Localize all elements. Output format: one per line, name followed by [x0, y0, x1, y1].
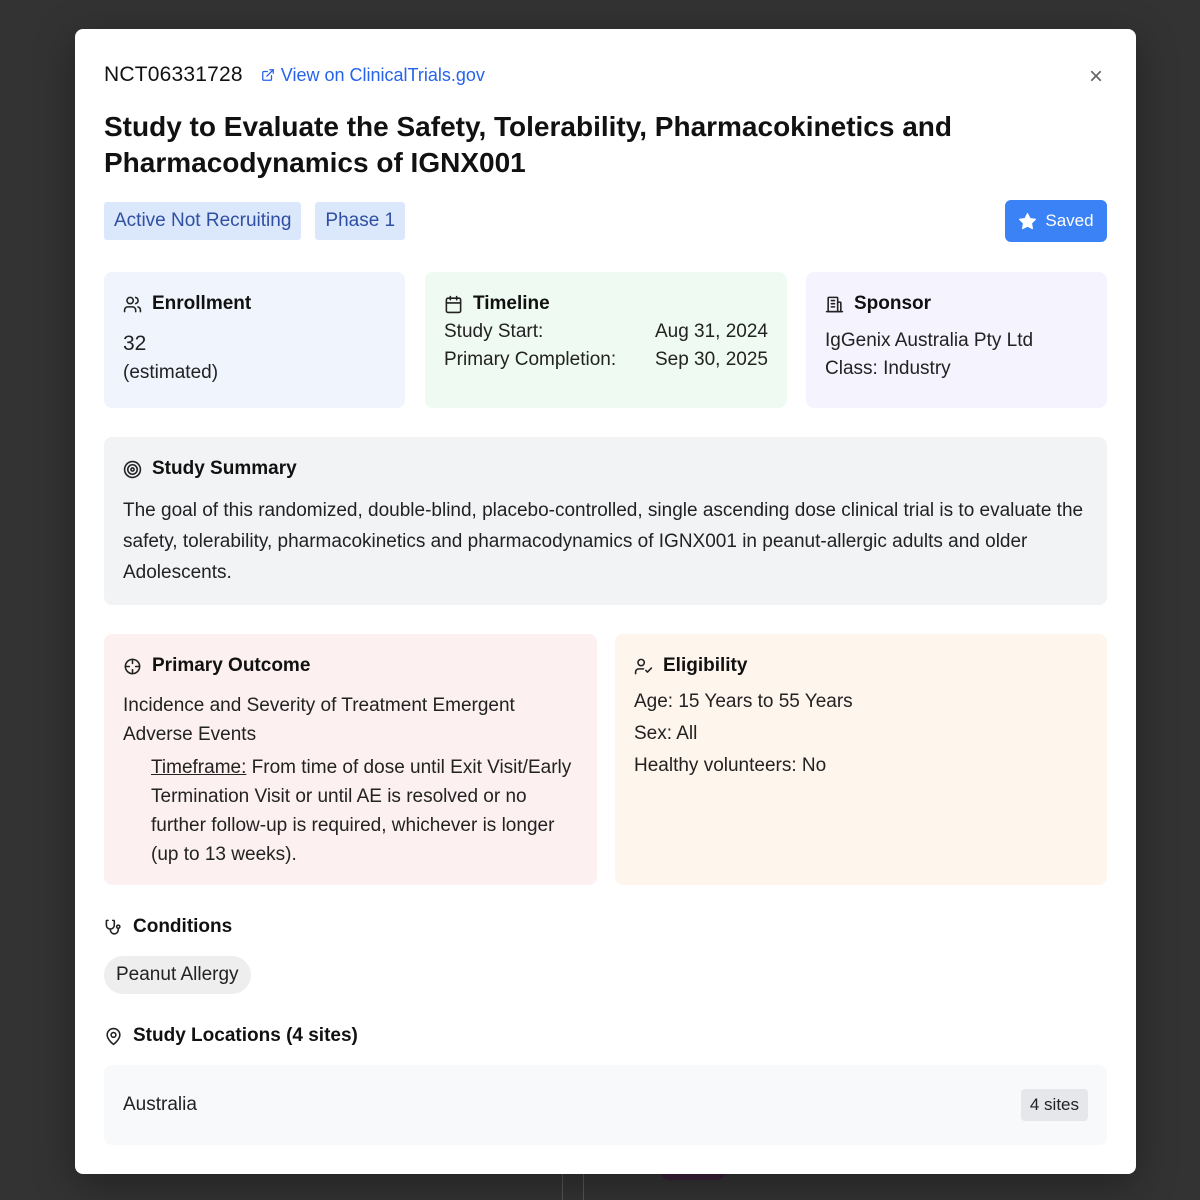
locations-heading: Study Locations (4 sites): [104, 1025, 358, 1047]
status-badge: Active Not Recruiting: [104, 202, 301, 240]
close-icon: ×: [1088, 63, 1103, 90]
primary-outcome-heading: Primary Outcome: [123, 655, 578, 677]
trial-detail-modal: [75, 29, 1136, 1174]
target-icon: [123, 460, 142, 479]
summary-text: The goal of this randomized, double-blind, placebo-controlled, single ascending dose clinical trial is to evaluate the safety, tolerability, pharmacokinetics and pharmacodynamics of IGNX001 in peanut-allergic adults and older Adolescents.: [123, 500, 1084, 583]
condition-chip[interactable]: Peanut Allergy: [104, 956, 251, 994]
summary-card: [104, 437, 1107, 605]
location-site-count: 4 sites: [1021, 1089, 1088, 1121]
users-icon: [123, 295, 142, 314]
crosshair-icon: [123, 657, 142, 676]
external-link-icon: [261, 68, 275, 82]
timeline-value: Aug 31, 2024: [654, 321, 768, 342]
summary-heading: Study Summary: [123, 458, 1088, 480]
timeline-heading: Timeline: [444, 293, 768, 315]
location-row[interactable]: [104, 1065, 1107, 1145]
sponsor-heading: Sponsor: [825, 293, 1088, 315]
nct-id: NCT06331728: [104, 63, 243, 86]
trial-title: Study to Evaluate the Safety, Tolerability, Pharmacokinetics and Pharmacodynamics of IGNX001: [104, 111, 953, 178]
enrollment-card: [104, 272, 405, 408]
eligibility-age: Age: 15 Years to 55 Years: [634, 691, 853, 712]
phase-badge: Phase 1: [315, 202, 405, 240]
saved-button[interactable]: [1005, 200, 1107, 242]
clinicaltrials-link-label: View on ClinicalTrials.gov: [280, 64, 485, 85]
eligibility-sex: Sex: All: [634, 723, 698, 744]
enrollment-heading: Enrollment: [123, 293, 386, 315]
eligibility-heading: Eligibility: [634, 655, 1088, 677]
enrollment-count: 32: [123, 332, 147, 355]
timeline-row-completion: [444, 349, 768, 371]
enrollment-note: (estimated): [123, 362, 219, 383]
trial-id-row: [104, 63, 485, 87]
timeline-card: [425, 272, 787, 408]
calendar-icon: [444, 295, 463, 314]
close-button[interactable]: [1086, 63, 1106, 90]
timeline-label: Study Start:: [444, 321, 544, 342]
timeline-label: Primary Completion:: [444, 349, 617, 370]
eligibility-card: [615, 634, 1107, 885]
clinicaltrials-link[interactable]: [261, 65, 485, 86]
sponsor-name: IgGenix Australia Pty Ltd: [825, 330, 1034, 351]
timeframe-text: From time of dose until Exit Visit/Early Termination Visit or until AE is resolved or no further follow-up is required, whichever is longer (up to 13 weeks).: [151, 757, 572, 865]
sponsor-card: [806, 272, 1107, 408]
sponsor-class: Class: Industry: [825, 358, 951, 379]
saved-label: Saved: [1045, 211, 1094, 230]
location-country: Australia: [123, 1094, 197, 1115]
stethoscope-icon: [104, 918, 123, 937]
primary-outcome-card: [104, 634, 597, 885]
timeline-value: Sep 30, 2025: [654, 349, 768, 370]
building-icon: [825, 295, 844, 314]
outcome-measure: Incidence and Severity of Treatment Emergent Adverse Events: [123, 695, 515, 745]
map-pin-icon: [104, 1027, 123, 1046]
conditions-heading: Conditions: [104, 916, 232, 938]
outcome-timeframe: [151, 753, 578, 869]
status-badges: [104, 202, 405, 240]
eligibility-healthy: Healthy volunteers: No: [634, 755, 827, 776]
timeframe-label: Timeframe:: [151, 757, 247, 778]
timeline-row-start: [444, 321, 768, 343]
user-check-icon: [634, 657, 653, 676]
star-icon: [1018, 212, 1037, 231]
